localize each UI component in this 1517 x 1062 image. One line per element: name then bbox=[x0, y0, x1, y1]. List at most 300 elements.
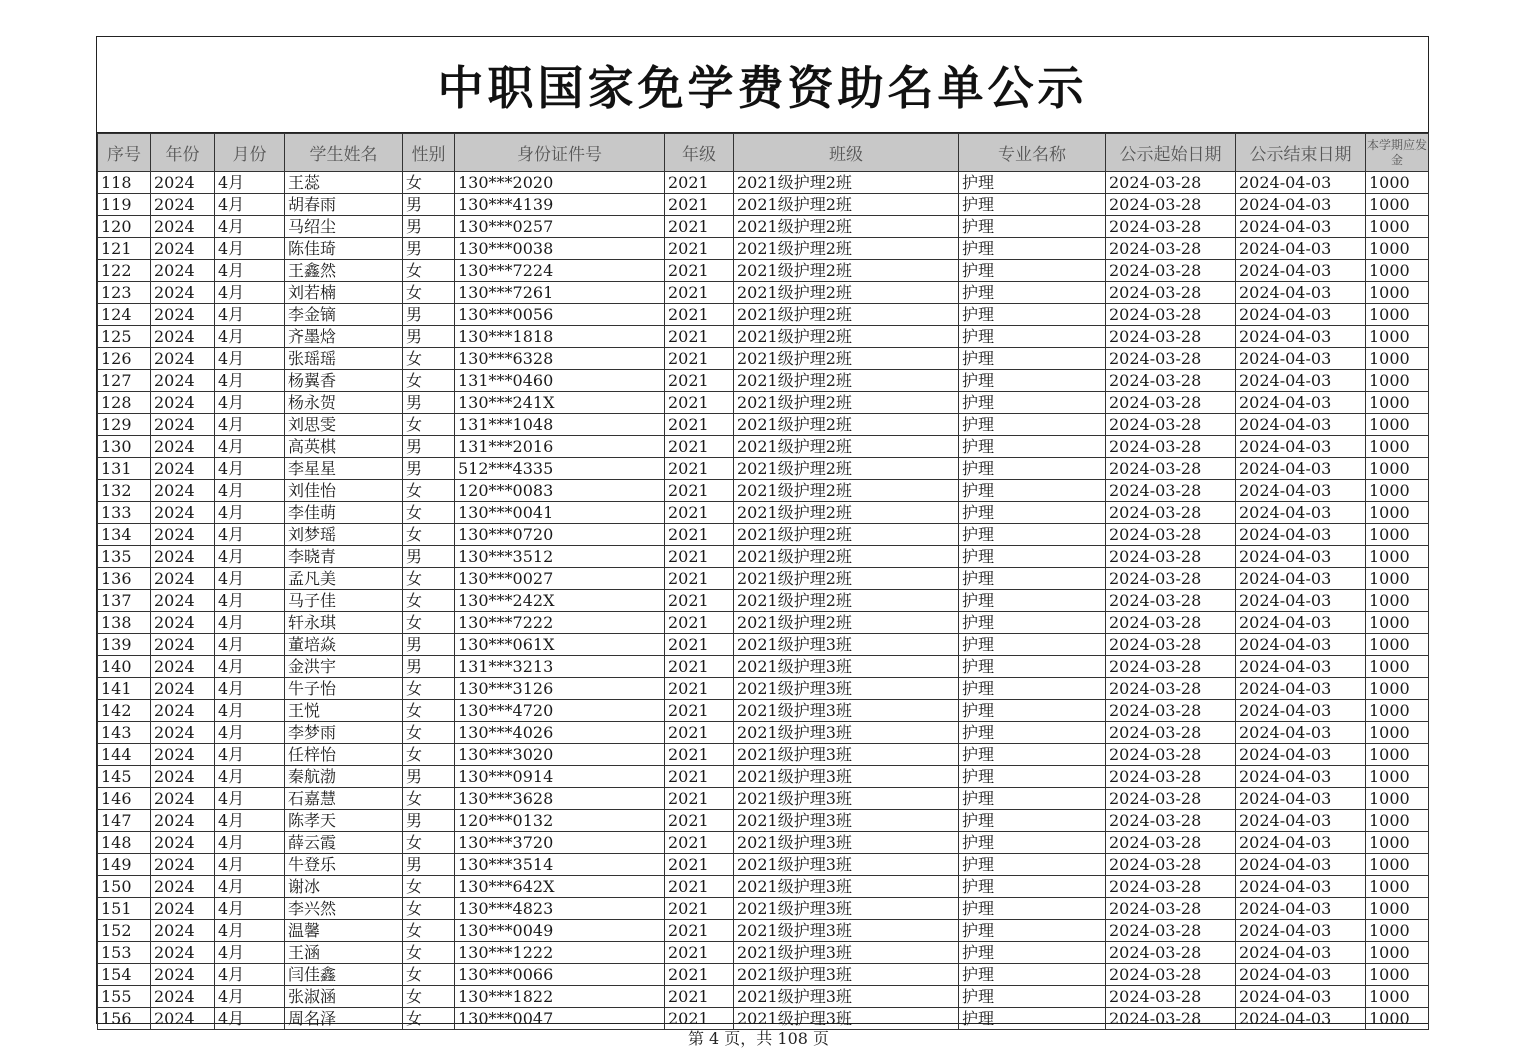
cell-index: 126 bbox=[98, 348, 151, 370]
cell-class: 2021级护理2班 bbox=[734, 392, 959, 414]
cell-month: 4月 bbox=[215, 854, 285, 876]
cell-grade: 2021 bbox=[665, 370, 734, 392]
cell-major: 护理 bbox=[959, 282, 1106, 304]
header-end-date: 公示结束日期 bbox=[1236, 134, 1366, 172]
cell-major: 护理 bbox=[959, 986, 1106, 1008]
cell-gender: 女 bbox=[403, 964, 455, 986]
cell-student-name: 刘若楠 bbox=[285, 282, 403, 304]
table-row bbox=[98, 370, 1429, 392]
cell-id-number: 512***4335 bbox=[455, 458, 665, 480]
cell-month: 4月 bbox=[215, 216, 285, 238]
cell-amount: 1000 bbox=[1366, 238, 1429, 260]
cell-class: 2021级护理2班 bbox=[734, 436, 959, 458]
cell-year: 2024 bbox=[151, 590, 215, 612]
cell-grade: 2021 bbox=[665, 568, 734, 590]
cell-amount: 1000 bbox=[1366, 766, 1429, 788]
cell-grade: 2021 bbox=[665, 766, 734, 788]
cell-amount: 1000 bbox=[1366, 964, 1429, 986]
table-row bbox=[98, 392, 1429, 414]
cell-month: 4月 bbox=[215, 766, 285, 788]
cell-class: 2021级护理3班 bbox=[734, 920, 959, 942]
cell-index: 128 bbox=[98, 392, 151, 414]
table-row bbox=[98, 348, 1429, 370]
cell-major: 护理 bbox=[959, 172, 1106, 194]
table-row bbox=[98, 722, 1429, 744]
roster-sheet bbox=[96, 36, 1429, 1028]
cell-class: 2021级护理2班 bbox=[734, 216, 959, 238]
cell-gender: 男 bbox=[403, 326, 455, 348]
cell-major: 护理 bbox=[959, 876, 1106, 898]
cell-major: 护理 bbox=[959, 370, 1106, 392]
table-row bbox=[98, 810, 1429, 832]
table-row bbox=[98, 700, 1429, 722]
cell-class: 2021级护理3班 bbox=[734, 766, 959, 788]
cell-id-number: 130***0041 bbox=[455, 502, 665, 524]
cell-amount: 1000 bbox=[1366, 744, 1429, 766]
table-row bbox=[98, 986, 1429, 1008]
cell-year: 2024 bbox=[151, 392, 215, 414]
cell-gender: 男 bbox=[403, 458, 455, 480]
cell-grade: 2021 bbox=[665, 216, 734, 238]
cell-student-name: 王蕊 bbox=[285, 172, 403, 194]
cell-month: 4月 bbox=[215, 700, 285, 722]
cell-end-date: 2024-04-03 bbox=[1236, 634, 1366, 656]
cell-grade: 2021 bbox=[665, 920, 734, 942]
table-row bbox=[98, 854, 1429, 876]
cell-class: 2021级护理3班 bbox=[734, 964, 959, 986]
cell-gender: 男 bbox=[403, 238, 455, 260]
cell-start-date: 2024-03-28 bbox=[1106, 942, 1236, 964]
cell-student-name: 牛登乐 bbox=[285, 854, 403, 876]
cell-index: 153 bbox=[98, 942, 151, 964]
cell-gender: 女 bbox=[403, 986, 455, 1008]
cell-end-date: 2024-04-03 bbox=[1236, 656, 1366, 678]
cell-year: 2024 bbox=[151, 920, 215, 942]
cell-class: 2021级护理3班 bbox=[734, 1008, 959, 1030]
cell-end-date: 2024-04-03 bbox=[1236, 546, 1366, 568]
cell-index: 146 bbox=[98, 788, 151, 810]
table-header-row bbox=[98, 134, 1429, 172]
cell-amount: 1000 bbox=[1366, 678, 1429, 700]
cell-student-name: 李星星 bbox=[285, 458, 403, 480]
cell-major: 护理 bbox=[959, 194, 1106, 216]
cell-class: 2021级护理2班 bbox=[734, 260, 959, 282]
table-row bbox=[98, 678, 1429, 700]
cell-start-date: 2024-03-28 bbox=[1106, 1008, 1236, 1030]
cell-id-number: 131***2016 bbox=[455, 436, 665, 458]
cell-index: 141 bbox=[98, 678, 151, 700]
cell-year: 2024 bbox=[151, 788, 215, 810]
cell-id-number: 130***3512 bbox=[455, 546, 665, 568]
cell-student-name: 王鑫然 bbox=[285, 260, 403, 282]
cell-month: 4月 bbox=[215, 524, 285, 546]
cell-start-date: 2024-03-28 bbox=[1106, 612, 1236, 634]
cell-month: 4月 bbox=[215, 744, 285, 766]
cell-month: 4月 bbox=[215, 898, 285, 920]
table-row bbox=[98, 546, 1429, 568]
cell-student-name: 张淑涵 bbox=[285, 986, 403, 1008]
cell-end-date: 2024-04-03 bbox=[1236, 832, 1366, 854]
cell-grade: 2021 bbox=[665, 348, 734, 370]
cell-major: 护理 bbox=[959, 392, 1106, 414]
cell-index: 123 bbox=[98, 282, 151, 304]
cell-amount: 1000 bbox=[1366, 876, 1429, 898]
cell-student-name: 杨翼香 bbox=[285, 370, 403, 392]
cell-student-name: 马绍尘 bbox=[285, 216, 403, 238]
cell-month: 4月 bbox=[215, 304, 285, 326]
cell-index: 132 bbox=[98, 480, 151, 502]
cell-year: 2024 bbox=[151, 942, 215, 964]
cell-class: 2021级护理2班 bbox=[734, 282, 959, 304]
cell-id-number: 130***061X bbox=[455, 634, 665, 656]
cell-index: 144 bbox=[98, 744, 151, 766]
table-row bbox=[98, 326, 1429, 348]
header-grade: 年级 bbox=[665, 134, 734, 172]
cell-major: 护理 bbox=[959, 744, 1106, 766]
cell-amount: 1000 bbox=[1366, 590, 1429, 612]
cell-month: 4月 bbox=[215, 238, 285, 260]
cell-end-date: 2024-04-03 bbox=[1236, 766, 1366, 788]
cell-year: 2024 bbox=[151, 766, 215, 788]
cell-student-name: 齐墨焓 bbox=[285, 326, 403, 348]
cell-gender: 女 bbox=[403, 920, 455, 942]
cell-id-number: 130***241X bbox=[455, 392, 665, 414]
cell-year: 2024 bbox=[151, 304, 215, 326]
cell-month: 4月 bbox=[215, 964, 285, 986]
cell-gender: 女 bbox=[403, 524, 455, 546]
table-body bbox=[98, 172, 1429, 1030]
cell-class: 2021级护理3班 bbox=[734, 986, 959, 1008]
cell-student-name: 秦航渤 bbox=[285, 766, 403, 788]
cell-index: 154 bbox=[98, 964, 151, 986]
cell-class: 2021级护理2班 bbox=[734, 590, 959, 612]
cell-major: 护理 bbox=[959, 326, 1106, 348]
cell-grade: 2021 bbox=[665, 326, 734, 348]
cell-id-number: 130***0720 bbox=[455, 524, 665, 546]
cell-grade: 2021 bbox=[665, 656, 734, 678]
cell-amount: 1000 bbox=[1366, 546, 1429, 568]
cell-gender: 女 bbox=[403, 502, 455, 524]
cell-class: 2021级护理2班 bbox=[734, 238, 959, 260]
cell-amount: 1000 bbox=[1366, 282, 1429, 304]
header-id-number: 身份证件号 bbox=[455, 134, 665, 172]
cell-month: 4月 bbox=[215, 502, 285, 524]
cell-gender: 女 bbox=[403, 370, 455, 392]
cell-student-name: 陈孝天 bbox=[285, 810, 403, 832]
cell-student-name: 刘思雯 bbox=[285, 414, 403, 436]
table-row bbox=[98, 172, 1429, 194]
cell-id-number: 130***7222 bbox=[455, 612, 665, 634]
cell-year: 2024 bbox=[151, 414, 215, 436]
cell-amount: 1000 bbox=[1366, 480, 1429, 502]
cell-amount: 1000 bbox=[1366, 172, 1429, 194]
cell-id-number: 131***1048 bbox=[455, 414, 665, 436]
cell-end-date: 2024-04-03 bbox=[1236, 810, 1366, 832]
cell-index: 150 bbox=[98, 876, 151, 898]
cell-start-date: 2024-03-28 bbox=[1106, 458, 1236, 480]
cell-major: 护理 bbox=[959, 260, 1106, 282]
cell-start-date: 2024-03-28 bbox=[1106, 964, 1236, 986]
cell-index: 134 bbox=[98, 524, 151, 546]
cell-start-date: 2024-03-28 bbox=[1106, 810, 1236, 832]
cell-class: 2021级护理3班 bbox=[734, 854, 959, 876]
cell-gender: 女 bbox=[403, 348, 455, 370]
cell-student-name: 陈佳琦 bbox=[285, 238, 403, 260]
cell-index: 148 bbox=[98, 832, 151, 854]
cell-student-name: 李佳萌 bbox=[285, 502, 403, 524]
table-row bbox=[98, 788, 1429, 810]
cell-amount: 1000 bbox=[1366, 634, 1429, 656]
cell-student-name: 李金镝 bbox=[285, 304, 403, 326]
cell-major: 护理 bbox=[959, 546, 1106, 568]
cell-start-date: 2024-03-28 bbox=[1106, 722, 1236, 744]
cell-amount: 1000 bbox=[1366, 414, 1429, 436]
cell-year: 2024 bbox=[151, 744, 215, 766]
cell-class: 2021级护理3班 bbox=[734, 634, 959, 656]
cell-grade: 2021 bbox=[665, 832, 734, 854]
cell-end-date: 2024-04-03 bbox=[1236, 172, 1366, 194]
cell-grade: 2021 bbox=[665, 502, 734, 524]
cell-index: 137 bbox=[98, 590, 151, 612]
cell-class: 2021级护理3班 bbox=[734, 942, 959, 964]
cell-class: 2021级护理2班 bbox=[734, 172, 959, 194]
cell-id-number: 130***0027 bbox=[455, 568, 665, 590]
cell-year: 2024 bbox=[151, 876, 215, 898]
cell-start-date: 2024-03-28 bbox=[1106, 700, 1236, 722]
header-major: 专业名称 bbox=[959, 134, 1106, 172]
cell-year: 2024 bbox=[151, 546, 215, 568]
cell-year: 2024 bbox=[151, 656, 215, 678]
cell-year: 2024 bbox=[151, 898, 215, 920]
table-row bbox=[98, 260, 1429, 282]
cell-start-date: 2024-03-28 bbox=[1106, 326, 1236, 348]
cell-month: 4月 bbox=[215, 788, 285, 810]
cell-month: 4月 bbox=[215, 480, 285, 502]
cell-month: 4月 bbox=[215, 810, 285, 832]
cell-gender: 女 bbox=[403, 678, 455, 700]
cell-end-date: 2024-04-03 bbox=[1236, 898, 1366, 920]
cell-index: 149 bbox=[98, 854, 151, 876]
cell-id-number: 130***0047 bbox=[455, 1008, 665, 1030]
table-row bbox=[98, 964, 1429, 986]
cell-major: 护理 bbox=[959, 788, 1106, 810]
cell-id-number: 130***2020 bbox=[455, 172, 665, 194]
cell-index: 129 bbox=[98, 414, 151, 436]
cell-amount: 1000 bbox=[1366, 700, 1429, 722]
cell-end-date: 2024-04-03 bbox=[1236, 260, 1366, 282]
cell-gender: 女 bbox=[403, 876, 455, 898]
table-row bbox=[98, 304, 1429, 326]
cell-major: 护理 bbox=[959, 216, 1106, 238]
cell-major: 护理 bbox=[959, 414, 1106, 436]
cell-index: 151 bbox=[98, 898, 151, 920]
cell-gender: 男 bbox=[403, 854, 455, 876]
page-number: 第 4 页，共 108 页 bbox=[687, 1029, 830, 1048]
cell-start-date: 2024-03-28 bbox=[1106, 348, 1236, 370]
cell-gender: 女 bbox=[403, 1008, 455, 1030]
cell-class: 2021级护理2班 bbox=[734, 612, 959, 634]
cell-student-name: 轩永琪 bbox=[285, 612, 403, 634]
cell-id-number: 130***0066 bbox=[455, 964, 665, 986]
cell-amount: 1000 bbox=[1366, 392, 1429, 414]
cell-id-number: 130***3720 bbox=[455, 832, 665, 854]
cell-grade: 2021 bbox=[665, 260, 734, 282]
cell-month: 4月 bbox=[215, 392, 285, 414]
cell-amount: 1000 bbox=[1366, 458, 1429, 480]
cell-month: 4月 bbox=[215, 832, 285, 854]
cell-start-date: 2024-03-28 bbox=[1106, 260, 1236, 282]
cell-student-name: 杨永贺 bbox=[285, 392, 403, 414]
cell-amount: 1000 bbox=[1366, 788, 1429, 810]
cell-grade: 2021 bbox=[665, 876, 734, 898]
cell-major: 护理 bbox=[959, 656, 1106, 678]
cell-class: 2021级护理2班 bbox=[734, 568, 959, 590]
table-row bbox=[98, 920, 1429, 942]
cell-index: 125 bbox=[98, 326, 151, 348]
table-row bbox=[98, 590, 1429, 612]
cell-start-date: 2024-03-28 bbox=[1106, 678, 1236, 700]
cell-end-date: 2024-04-03 bbox=[1236, 502, 1366, 524]
cell-class: 2021级护理2班 bbox=[734, 546, 959, 568]
cell-end-date: 2024-04-03 bbox=[1236, 964, 1366, 986]
cell-index: 119 bbox=[98, 194, 151, 216]
cell-major: 护理 bbox=[959, 590, 1106, 612]
cell-grade: 2021 bbox=[665, 678, 734, 700]
cell-major: 护理 bbox=[959, 634, 1106, 656]
cell-class: 2021级护理3班 bbox=[734, 788, 959, 810]
cell-student-name: 谢冰 bbox=[285, 876, 403, 898]
cell-id-number: 130***3126 bbox=[455, 678, 665, 700]
cell-start-date: 2024-03-28 bbox=[1106, 854, 1236, 876]
cell-student-name: 李兴然 bbox=[285, 898, 403, 920]
cell-start-date: 2024-03-28 bbox=[1106, 414, 1236, 436]
header-class: 班级 bbox=[734, 134, 959, 172]
cell-major: 护理 bbox=[959, 810, 1106, 832]
cell-index: 140 bbox=[98, 656, 151, 678]
cell-id-number: 130***4026 bbox=[455, 722, 665, 744]
cell-student-name: 张瑶瑶 bbox=[285, 348, 403, 370]
cell-gender: 女 bbox=[403, 744, 455, 766]
cell-month: 4月 bbox=[215, 634, 285, 656]
cell-class: 2021级护理2班 bbox=[734, 326, 959, 348]
cell-end-date: 2024-04-03 bbox=[1236, 392, 1366, 414]
table-row bbox=[98, 876, 1429, 898]
cell-student-name: 高英棋 bbox=[285, 436, 403, 458]
cell-month: 4月 bbox=[215, 326, 285, 348]
cell-student-name: 胡春雨 bbox=[285, 194, 403, 216]
header-gender: 性别 bbox=[403, 134, 455, 172]
cell-month: 4月 bbox=[215, 568, 285, 590]
cell-id-number: 130***0257 bbox=[455, 216, 665, 238]
cell-amount: 1000 bbox=[1366, 216, 1429, 238]
cell-major: 护理 bbox=[959, 678, 1106, 700]
cell-grade: 2021 bbox=[665, 986, 734, 1008]
cell-student-name: 闫佳鑫 bbox=[285, 964, 403, 986]
cell-end-date: 2024-04-03 bbox=[1236, 876, 1366, 898]
cell-gender: 男 bbox=[403, 656, 455, 678]
cell-end-date: 2024-04-03 bbox=[1236, 282, 1366, 304]
cell-index: 122 bbox=[98, 260, 151, 282]
cell-gender: 女 bbox=[403, 590, 455, 612]
cell-year: 2024 bbox=[151, 348, 215, 370]
cell-gender: 男 bbox=[403, 766, 455, 788]
cell-year: 2024 bbox=[151, 722, 215, 744]
cell-id-number: 130***7261 bbox=[455, 282, 665, 304]
cell-month: 4月 bbox=[215, 172, 285, 194]
cell-major: 护理 bbox=[959, 502, 1106, 524]
cell-id-number: 131***0460 bbox=[455, 370, 665, 392]
cell-year: 2024 bbox=[151, 480, 215, 502]
cell-gender: 男 bbox=[403, 392, 455, 414]
cell-amount: 1000 bbox=[1366, 436, 1429, 458]
cell-start-date: 2024-03-28 bbox=[1106, 590, 1236, 612]
cell-gender: 男 bbox=[403, 810, 455, 832]
cell-amount: 1000 bbox=[1366, 348, 1429, 370]
cell-gender: 男 bbox=[403, 216, 455, 238]
cell-student-name: 马子佳 bbox=[285, 590, 403, 612]
cell-gender: 女 bbox=[403, 172, 455, 194]
cell-month: 4月 bbox=[215, 920, 285, 942]
cell-major: 护理 bbox=[959, 722, 1106, 744]
cell-end-date: 2024-04-03 bbox=[1236, 524, 1366, 546]
cell-index: 139 bbox=[98, 634, 151, 656]
cell-major: 护理 bbox=[959, 766, 1106, 788]
cell-year: 2024 bbox=[151, 194, 215, 216]
cell-grade: 2021 bbox=[665, 524, 734, 546]
cell-class: 2021级护理2班 bbox=[734, 480, 959, 502]
cell-id-number: 130***1822 bbox=[455, 986, 665, 1008]
cell-start-date: 2024-03-28 bbox=[1106, 832, 1236, 854]
table-row bbox=[98, 766, 1429, 788]
cell-grade: 2021 bbox=[665, 414, 734, 436]
cell-class: 2021级护理2班 bbox=[734, 348, 959, 370]
cell-amount: 1000 bbox=[1366, 260, 1429, 282]
cell-id-number: 120***0083 bbox=[455, 480, 665, 502]
cell-start-date: 2024-03-28 bbox=[1106, 788, 1236, 810]
cell-start-date: 2024-03-28 bbox=[1106, 370, 1236, 392]
cell-month: 4月 bbox=[215, 942, 285, 964]
cell-major: 护理 bbox=[959, 942, 1106, 964]
table-row bbox=[98, 436, 1429, 458]
table-row bbox=[98, 656, 1429, 678]
cell-index: 138 bbox=[98, 612, 151, 634]
cell-end-date: 2024-04-03 bbox=[1236, 722, 1366, 744]
cell-start-date: 2024-03-28 bbox=[1106, 920, 1236, 942]
cell-index: 145 bbox=[98, 766, 151, 788]
cell-gender: 女 bbox=[403, 260, 455, 282]
cell-gender: 男 bbox=[403, 304, 455, 326]
cell-student-name: 刘梦瑶 bbox=[285, 524, 403, 546]
cell-month: 4月 bbox=[215, 612, 285, 634]
cell-id-number: 130***3514 bbox=[455, 854, 665, 876]
cell-student-name: 李梦雨 bbox=[285, 722, 403, 744]
cell-year: 2024 bbox=[151, 678, 215, 700]
table-row bbox=[98, 744, 1429, 766]
cell-amount: 1000 bbox=[1366, 524, 1429, 546]
cell-id-number: 130***4720 bbox=[455, 700, 665, 722]
cell-month: 4月 bbox=[215, 590, 285, 612]
cell-index: 152 bbox=[98, 920, 151, 942]
cell-amount: 1000 bbox=[1366, 898, 1429, 920]
cell-amount: 1000 bbox=[1366, 942, 1429, 964]
cell-year: 2024 bbox=[151, 964, 215, 986]
cell-gender: 女 bbox=[403, 612, 455, 634]
cell-class: 2021级护理3班 bbox=[734, 722, 959, 744]
cell-start-date: 2024-03-28 bbox=[1106, 282, 1236, 304]
cell-major: 护理 bbox=[959, 238, 1106, 260]
cell-month: 4月 bbox=[215, 260, 285, 282]
cell-id-number: 130***0056 bbox=[455, 304, 665, 326]
